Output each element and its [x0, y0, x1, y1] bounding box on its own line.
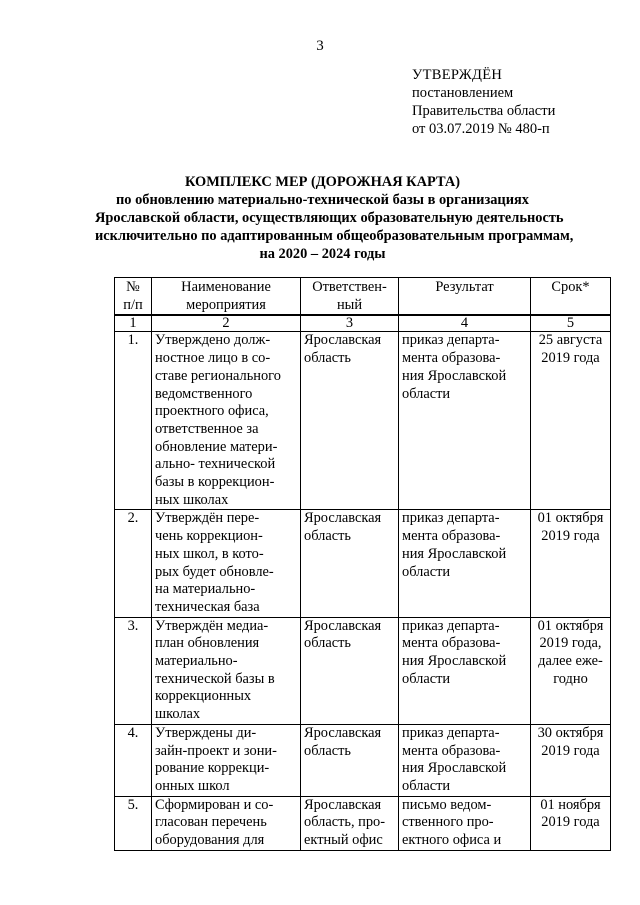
- result-cell: [399, 617, 531, 724]
- cell-text-line: ектного офиса и: [402, 832, 502, 849]
- activity-name-cell: [152, 332, 301, 510]
- table-row: [115, 796, 611, 850]
- cell-text-line: ственного про-: [402, 814, 494, 831]
- deadline-cell: [531, 617, 611, 724]
- cell-text-line: область: [304, 742, 351, 759]
- cell-text-line: мента образова-: [402, 742, 501, 759]
- cell-text-line: ектный офис: [304, 832, 383, 849]
- cell-text-line: 2019 года: [541, 742, 600, 759]
- cell-text-line: материально-: [155, 653, 238, 670]
- cell-text-line: онных школ: [155, 777, 230, 794]
- cell-text-line: мента образова-: [402, 350, 501, 367]
- page-number: 3: [316, 38, 324, 54]
- deadline-cell: [531, 332, 611, 510]
- cell-text-line: 01 октября: [537, 510, 604, 527]
- cell-text-line: область: [304, 635, 351, 652]
- responsible-cell: [301, 617, 399, 724]
- column-number-row: [115, 315, 611, 332]
- cell-text-line: ных школах: [155, 491, 229, 508]
- activity-name-cell: [152, 510, 301, 617]
- title-line: исключительно по адаптированным общеобразовательным программам,: [95, 228, 574, 244]
- cell-text-line: области: [402, 777, 451, 794]
- cell-text-line: 01 ноября: [540, 796, 601, 813]
- cell-text-line: 2019 года: [541, 814, 600, 831]
- cell-text-line: оборудования для: [155, 832, 265, 849]
- cell-text-line: ных школ, в кото-: [155, 545, 264, 562]
- cell-text-line: Утверждены ди-: [155, 724, 257, 741]
- cell-text-line: ния Ярославской: [402, 367, 507, 384]
- column-number: 1: [115, 315, 152, 332]
- responsible-cell: [301, 510, 399, 617]
- title-line: Ярославской области, осуществляющих образовательную деятельность: [95, 210, 564, 226]
- cell-text-line: область: [304, 350, 351, 367]
- cell-text-line: Утверждено долж-: [155, 332, 271, 349]
- cell-text-line: техническая база: [155, 598, 260, 615]
- roadmap-table: [114, 277, 611, 851]
- cell-text-line: приказ департа-: [402, 724, 500, 741]
- cell-text-line: область: [304, 528, 351, 545]
- header-num: № п/п: [115, 278, 152, 316]
- result-cell: [399, 510, 531, 617]
- title-line: по обновлению материально-технической базы в организациях: [115, 192, 529, 208]
- cell-text-line: проектного офиса,: [155, 403, 269, 420]
- cell-text-line: области: [402, 670, 451, 687]
- activity-name-cell: [152, 617, 301, 724]
- row-number-cell: 3.: [115, 617, 152, 724]
- cell-text-line: ставе регионального: [155, 367, 281, 384]
- approval-line: УТВЕРЖДЁН: [412, 67, 503, 83]
- approval-line: от 03.07.2019 № 480-п: [412, 121, 550, 137]
- cell-text-line: годно: [553, 670, 588, 687]
- row-number-cell: 1.: [115, 332, 152, 510]
- cell-text-line: ния Ярославской: [402, 545, 507, 562]
- cell-text-line: Утверждён пере-: [155, 510, 260, 527]
- table-header-row: [115, 278, 611, 316]
- row-number-cell: 4.: [115, 724, 152, 796]
- activity-name-cell: [152, 796, 301, 850]
- result-cell: [399, 332, 531, 510]
- cell-text-line: на материально-: [155, 581, 256, 598]
- row-number-cell: 2.: [115, 510, 152, 617]
- cell-text-line: области: [402, 563, 451, 580]
- header-deadline: Срок*: [531, 278, 611, 316]
- responsible-cell: [301, 796, 399, 850]
- cell-text-line: ответственное за: [155, 420, 259, 437]
- title-line: на 2020 – 2024 годы: [259, 246, 386, 262]
- result-cell: [399, 724, 531, 796]
- cell-text-line: Ярославская: [304, 510, 382, 527]
- document-title: [95, 173, 574, 263]
- cell-text-line: план обновления: [155, 635, 260, 652]
- cell-text-line: 01 октября: [537, 617, 604, 634]
- cell-text-line: зайн-проект и зони-: [155, 742, 277, 759]
- cell-text-line: ния Ярославской: [402, 760, 507, 777]
- cell-text-line: базы в коррекцион-: [155, 474, 275, 491]
- activity-name-cell: [152, 724, 301, 796]
- header-result: Результат: [399, 278, 531, 316]
- approval-stamp: [412, 66, 555, 138]
- table-row: [115, 617, 611, 724]
- cell-text-line: обновление матери-: [155, 438, 278, 455]
- cell-text-line: Утверждён медиа-: [155, 617, 269, 634]
- cell-text-line: письмо ведом-: [402, 796, 492, 813]
- table-row: [115, 510, 611, 617]
- header-responsible: Ответствен- ный: [301, 278, 399, 316]
- cell-text-line: Ярославская: [304, 724, 382, 741]
- approval-line: Правительства области: [412, 103, 556, 119]
- cell-text-line: области: [402, 385, 451, 402]
- cell-text-line: рых будет обновле-: [155, 563, 274, 580]
- row-number-cell: 5.: [115, 796, 152, 850]
- cell-text-line: приказ департа-: [402, 617, 500, 634]
- cell-text-line: 2019 года,: [539, 635, 602, 652]
- cell-text-line: 2019 года: [541, 528, 600, 545]
- cell-text-line: Сформирован и со-: [155, 796, 274, 813]
- cell-text-line: ведомственного: [155, 385, 253, 402]
- cell-text-line: 30 октября: [537, 724, 604, 741]
- cell-text-line: приказ департа-: [402, 510, 500, 527]
- responsible-cell: [301, 724, 399, 796]
- result-cell: [399, 796, 531, 850]
- cell-text-line: Ярославская: [304, 796, 382, 813]
- table-row: [115, 332, 611, 510]
- cell-text-line: ния Ярославской: [402, 653, 507, 670]
- deadline-cell: [531, 796, 611, 850]
- column-number: 3: [301, 315, 399, 332]
- column-number: 2: [152, 315, 301, 332]
- cell-text-line: школах: [155, 706, 201, 723]
- deadline-cell: [531, 510, 611, 617]
- cell-text-line: область, про-: [304, 814, 386, 831]
- deadline-cell: [531, 724, 611, 796]
- cell-text-line: приказ департа-: [402, 332, 500, 349]
- approval-line: постановлением: [412, 85, 514, 101]
- cell-text-line: мента образова-: [402, 635, 501, 652]
- cell-text-line: ально- технической: [155, 456, 276, 473]
- title-line: КОМПЛЕКС МЕР (ДОРОЖНАЯ КАРТА): [184, 174, 461, 190]
- cell-text-line: мента образова-: [402, 528, 501, 545]
- cell-text-line: далее еже-: [538, 653, 603, 670]
- cell-text-line: гласован перечень: [155, 814, 267, 831]
- column-number: 4: [399, 315, 531, 332]
- cell-text-line: коррекционных: [155, 688, 252, 705]
- cell-text-line: чень коррекцион-: [155, 528, 263, 545]
- cell-text-line: технической базы в: [155, 670, 275, 687]
- responsible-cell: [301, 332, 399, 510]
- cell-text-line: Ярославская: [304, 332, 382, 349]
- cell-text-line: Ярославская: [304, 617, 382, 634]
- cell-text-line: 25 августа: [538, 332, 603, 349]
- column-number: 5: [531, 315, 611, 332]
- header-name: Наименование мероприятия: [152, 278, 301, 316]
- cell-text-line: рование коррекци-: [155, 760, 270, 777]
- cell-text-line: 2019 года: [541, 350, 600, 367]
- cell-text-line: ностное лицо в со-: [155, 350, 271, 367]
- table-row: [115, 724, 611, 796]
